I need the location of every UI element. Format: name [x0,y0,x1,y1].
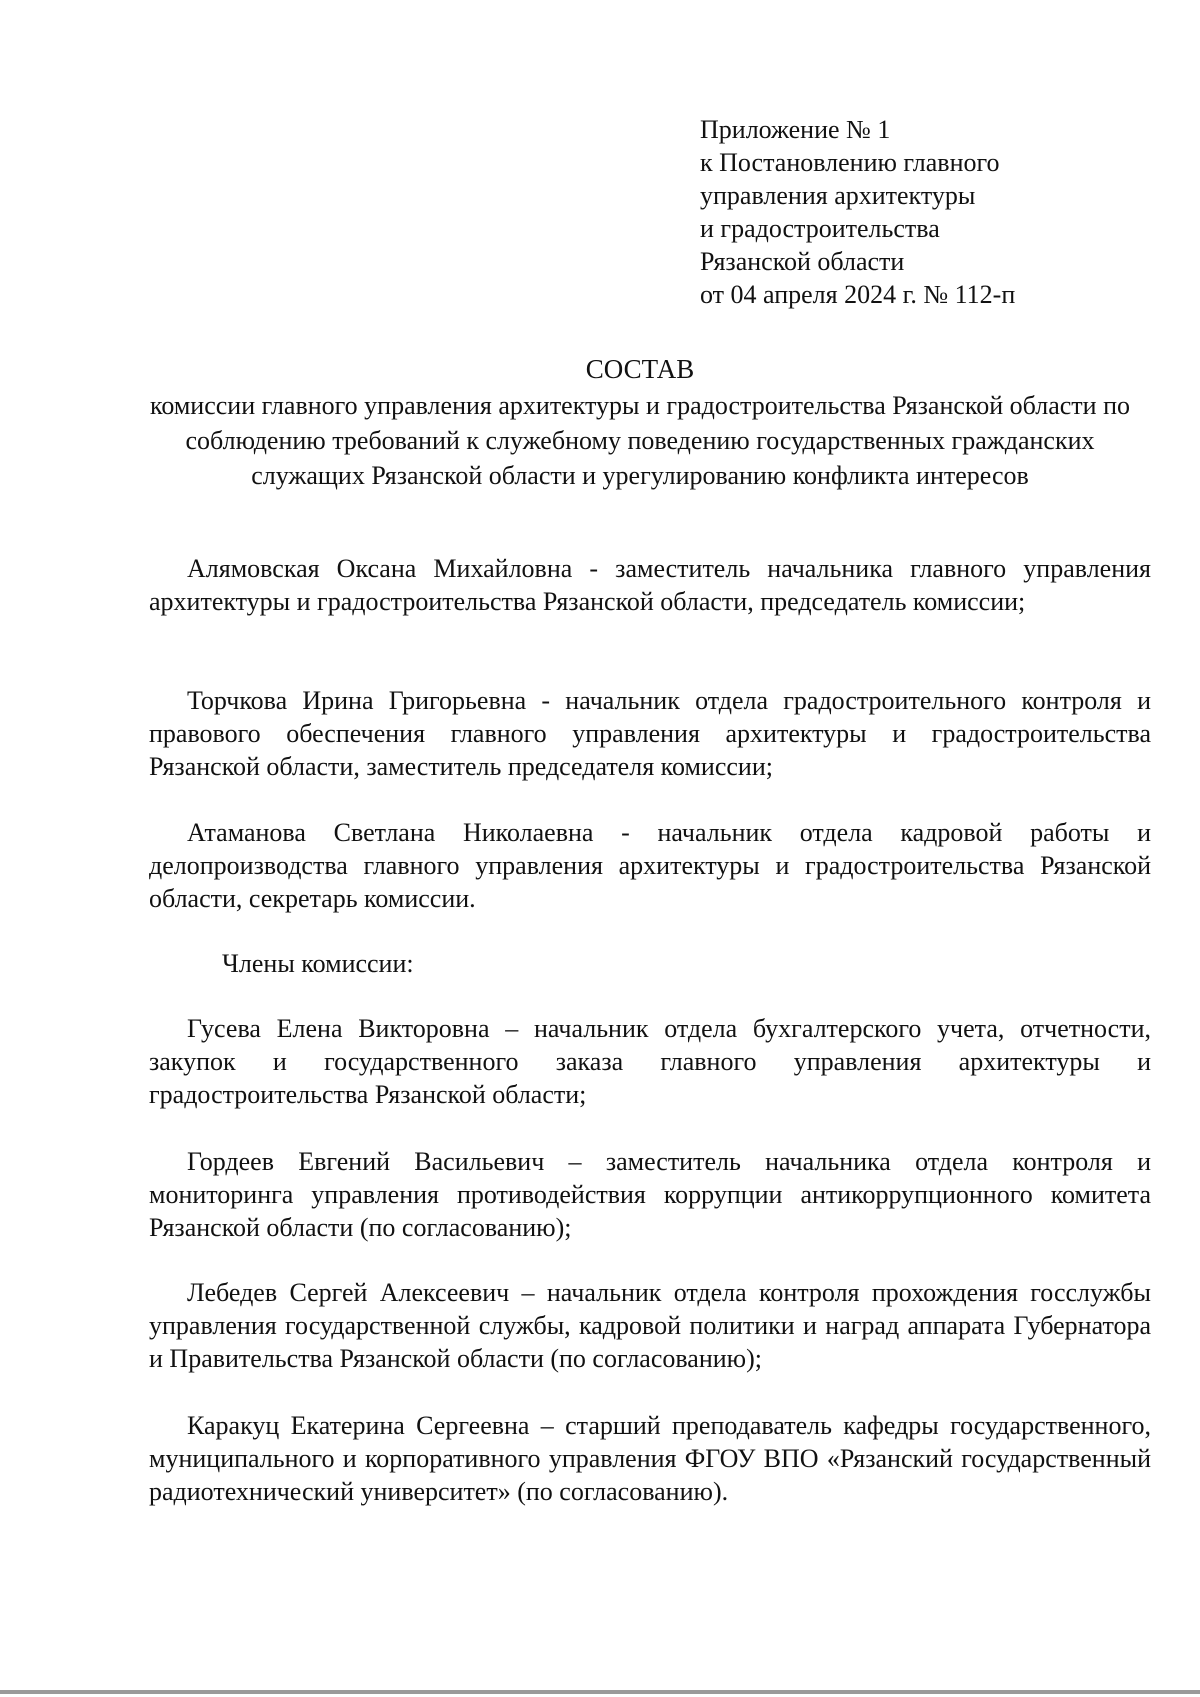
appendix-line: от 04 апреля 2024 г. № 112-п [700,280,1016,309]
deputy-chairman-entry: Торчкова Ирина Григорьевна - начальник отдела градостроительного контроля и правового обеспечения главного управления архитектуры и градостроительства Рязанской области, заместитель председателя комиссии; [149,686,1151,781]
appendix-line: Рязанской области [700,247,905,276]
member-entry: Каракуц Екатерина Сергеевна – старший преподаватель кафедры государственного, муниципального и корпоративного управления ФГОУ ВПО «Рязанский государственный радиотехнический университет» (по согласованию). [149,1411,1151,1506]
chairman-entry: Алямовская Оксана Михайловна - заместитель начальника главного управления архитектуры и градостроительства Рязанской области, председатель комиссии; [149,554,1151,616]
appendix-block [700,113,1015,311]
members-heading: Члены комиссии: [222,949,414,978]
scan-bottom-edge [0,1690,1200,1694]
appendix-line: и градостроительства [700,214,940,243]
appendix-line: Приложение № 1 [700,115,891,144]
document-subtitle: комиссии главного управления архитектуры и градостроительства Рязанской области по соблюдению требований к служебному поведению государственных гражданских служащих Рязанской области и урегулированию конфликта интересов [150,391,1130,490]
member-entry: Гордеев Евгений Васильевич – заместитель начальника отдела контроля и мониторинга управления противодействия коррупции антикоррупционного комитета Рязанской области (по согласованию); [149,1147,1151,1242]
secretary-entry: Атаманова Светлана Николаевна - начальник отдела кадровой работы и делопроизводства главного управления архитектуры и градостроительства Рязанской области, секретарь комиссии. [149,818,1151,913]
appendix-line: к Постановлению главного [700,148,1000,177]
member-entry: Лебедев Сергей Алексеевич – начальник отдела контроля прохождения госслужбы управления государственной службы, кадровой политики и наград аппарата Губернатора и Правительства Рязанской области (по согласованию); [149,1278,1151,1373]
document-title: СОСТАВ [585,354,695,384]
member-entry: Гусева Елена Викторовна – начальник отдела бухгалтерского учета, отчетности, закупок и государственного заказа главного управления архитектуры и градостроительства Рязанской области; [149,1014,1151,1109]
appendix-line: управления архитектуры [700,181,976,210]
